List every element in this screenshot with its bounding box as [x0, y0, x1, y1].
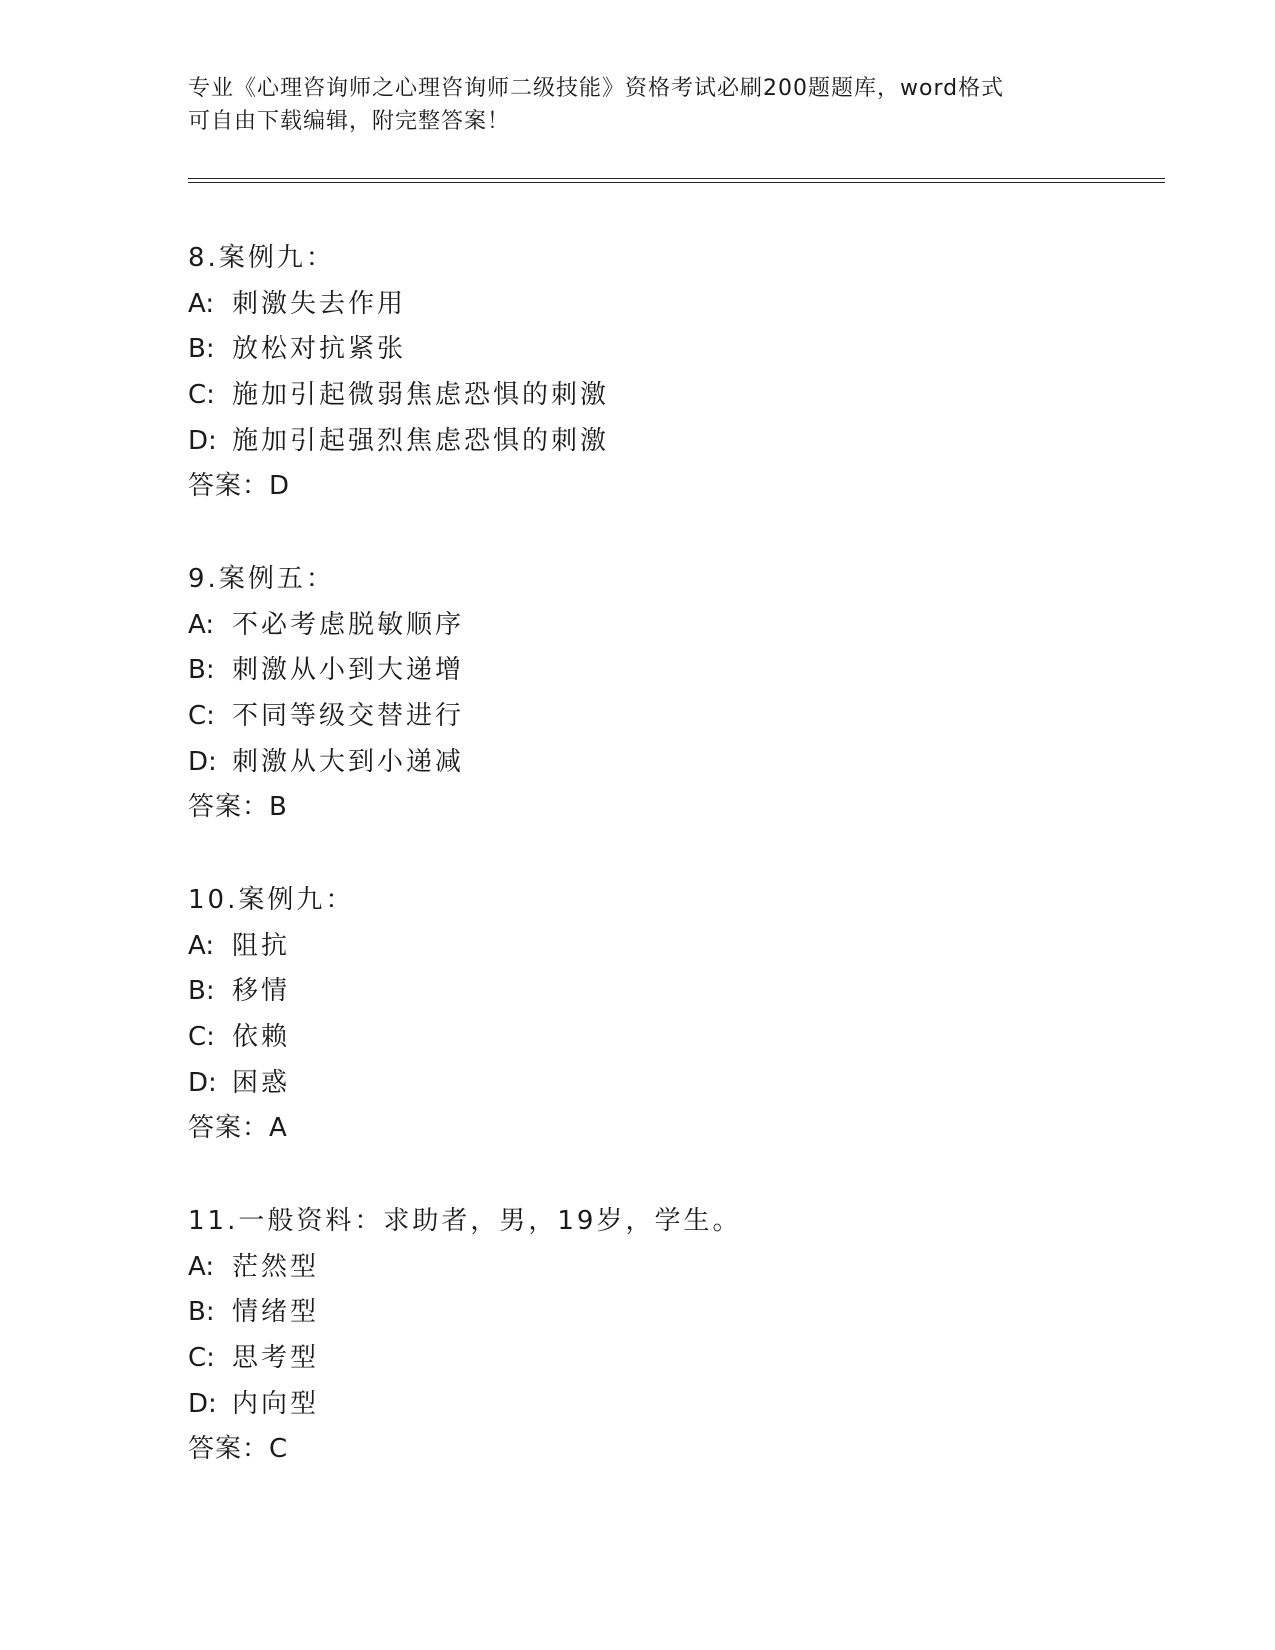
option-a [188, 924, 354, 970]
option-letter: C: [188, 1343, 215, 1374]
option-b [188, 327, 609, 373]
question-number: 9. [188, 564, 219, 594]
option-c [188, 373, 609, 419]
option-letter: D: [188, 746, 217, 777]
question-text: 一般资料：求助者，男，19岁，学生。 [238, 1206, 742, 1236]
option-text: 困惑 [232, 1067, 291, 1098]
option-letter: D: [188, 1067, 217, 1098]
option-d [188, 1382, 741, 1428]
option-d [188, 419, 609, 465]
option-text: 施加引起微弱焦虑恐惧的刺激 [232, 380, 610, 411]
option-a [188, 1245, 741, 1291]
option-letter: C: [188, 380, 215, 411]
option-c [188, 1336, 741, 1382]
option-letter: D: [188, 1388, 217, 1419]
option-text: 不必考虑脱敏顺序 [232, 609, 465, 640]
header-divider-bottom [188, 182, 1165, 183]
option-c [188, 694, 464, 740]
option-letter: C: [188, 1022, 215, 1053]
option-text: 思考型 [232, 1343, 320, 1374]
question-text: 案例五： [218, 564, 335, 594]
answer-line [188, 1106, 354, 1152]
option-letter: A: [188, 930, 215, 961]
header-line-2: 可自由下载编辑，附完整答案！ [188, 109, 511, 134]
answer-value: B [269, 792, 288, 823]
question-stem [188, 1199, 741, 1245]
option-b [188, 648, 464, 694]
answer-label: 答案： [188, 471, 270, 502]
option-d [188, 740, 464, 786]
option-letter: B: [188, 334, 215, 365]
option-text: 刺激从小到大递增 [232, 655, 465, 686]
question-text: 案例九： [238, 885, 355, 915]
answer-line [188, 1427, 741, 1473]
option-a [188, 603, 464, 649]
option-text: 施加引起强烈焦虑恐惧的刺激 [232, 425, 610, 456]
question-number: 10. [188, 885, 239, 915]
option-text: 阻抗 [232, 930, 291, 961]
option-text: 情绪型 [232, 1297, 320, 1328]
option-c [188, 1015, 354, 1061]
question-10 [188, 878, 354, 1152]
option-text: 依赖 [232, 1022, 291, 1053]
option-letter: B: [188, 976, 215, 1007]
answer-label: 答案： [188, 1434, 270, 1465]
option-text: 内向型 [232, 1388, 320, 1419]
option-letter: D: [188, 425, 217, 456]
option-letter: A: [188, 288, 215, 319]
answer-value: A [269, 1113, 288, 1144]
question-stem [188, 557, 464, 603]
header-line-1: 专业《心理咨询师之心理咨询师二级技能》资格考试必刷200题题库，word格式 [188, 76, 1005, 101]
question-11 [188, 1199, 741, 1473]
question-number: 8. [188, 243, 219, 273]
document-header [188, 72, 1088, 138]
answer-line [188, 785, 464, 831]
option-text: 放松对抗紧张 [232, 334, 407, 365]
answer-value: D [269, 471, 291, 502]
option-b [188, 1290, 741, 1336]
answer-line [188, 464, 609, 510]
option-text: 不同等级交替进行 [232, 701, 465, 732]
option-text: 移情 [232, 976, 291, 1007]
option-letter: B: [188, 1297, 215, 1328]
option-d [188, 1061, 354, 1107]
question-text: 案例九： [218, 243, 335, 273]
question-9 [188, 557, 464, 831]
answer-label: 答案： [188, 1113, 270, 1144]
answer-value: C [269, 1434, 289, 1465]
header-divider-top [188, 178, 1165, 179]
question-stem [188, 878, 354, 924]
option-letter: C: [188, 701, 215, 732]
option-letter: A: [188, 1251, 215, 1282]
question-number: 11. [188, 1206, 239, 1236]
answer-label: 答案： [188, 792, 270, 823]
option-text: 茫然型 [232, 1251, 320, 1282]
option-text: 刺激失去作用 [232, 288, 407, 319]
question-stem [188, 236, 609, 282]
option-a [188, 282, 609, 328]
option-letter: A: [188, 609, 215, 640]
option-text: 刺激从大到小递减 [232, 746, 465, 777]
question-8 [188, 236, 609, 510]
option-b [188, 969, 354, 1015]
option-letter: B: [188, 655, 215, 686]
